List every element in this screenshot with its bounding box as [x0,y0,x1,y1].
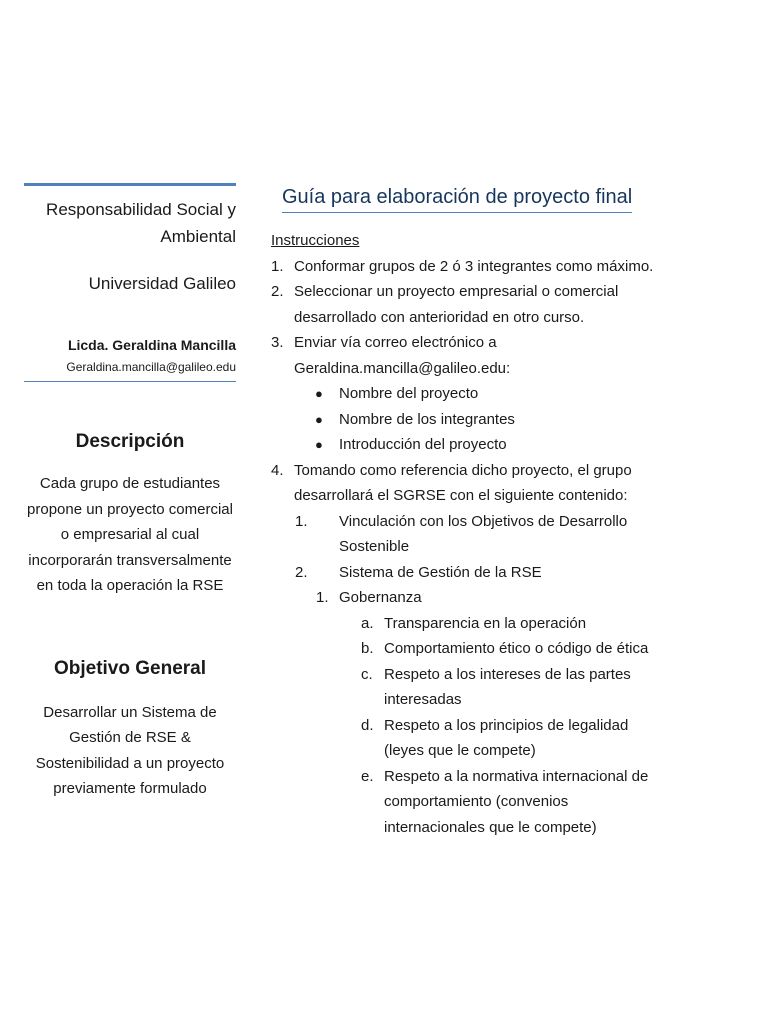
description-heading: Descripción [75,431,185,452]
list-number: 2. [295,563,308,581]
sidebar-top-rule [24,183,236,186]
lettered-item [271,662,661,713]
list-item-text: Enviar vía correo electrónico a Geraldina.mancilla@galileo.edu: [294,334,511,377]
guide-title: Guía para elaboración de proyecto final [282,183,632,213]
list-item-text: Gobernanza [339,589,422,606]
list-number: 4. [271,461,284,479]
list-item-text: Comportamiento ético o código de ética [384,640,649,657]
sub-list-item [271,560,661,586]
bullet-item [271,432,661,458]
instructions-label: Instrucciones [271,232,360,249]
list-item [271,330,661,381]
bullet-item [271,407,661,433]
list-letter: a. [361,614,374,632]
list-item [271,458,661,509]
list-letter: c. [361,665,373,683]
list-number: 1. [271,257,284,275]
list-letter: d. [361,716,374,734]
list-letter: e. [361,767,374,785]
list-item-text: Seleccionar un proyecto empresarial o comercial desarrollado con anterioridad en otro curso. [294,283,619,326]
bullet-item-text: Nombre de los integrantes [339,410,515,428]
sub-list-item [271,509,661,560]
lettered-item [271,611,661,637]
main-content [271,183,661,840]
author-name: Licda. Geraldina Mancilla [67,337,236,353]
objective-text: Desarrollar un Sistema de Gestión de RSE & Sostenibilidad a un proyecto previamente formulado [35,703,225,797]
list-item-text: Respeto a los principios de legalidad (leyes que le compete) [384,716,629,759]
list-item-text: Sistema de Gestión de la RSE [339,563,542,581]
sidebar [24,183,236,802]
bullet-item-text: Nombre del proyecto [339,385,479,402]
list-item [271,279,661,330]
bullet-icon: ● [315,411,323,427]
objective-heading: Objetivo General [53,657,207,679]
description-text: Cada grupo de estudiantes propone un proyecto comercial o empresarial al cual incorporarán transversalmente en toda la operación la RSE [27,475,233,594]
bullet-icon: ● [315,386,323,401]
lettered-item [271,713,661,764]
bullet-item-text: Introducción del proyecto [339,436,507,453]
list-letter: b. [361,640,374,657]
lettered-item [271,636,661,662]
list-item-text: Conformar grupos de 2 ó 3 integrantes como máximo. [294,257,654,275]
list-item-text: Tomando como referencia dicho proyecto, el grupo desarrollará el SGRSE con el siguiente contenido: [294,461,632,504]
list-item [271,254,661,280]
lettered-item [271,764,661,841]
bullet-item [271,381,661,407]
list-item-text: Vinculación con los Objetivos de Desarrollo Sostenible [339,512,628,555]
sidebar-bottom-rule [24,381,236,382]
list-item-text: Transparencia en la operación [384,614,587,632]
author-email: Geraldina.mancilla@galileo.edu [66,360,236,374]
course-name: Responsabilidad Social y Ambiental [46,200,236,246]
list-number: 1. [295,512,308,530]
list-number: 2. [271,283,284,300]
bullet-icon: ● [315,437,323,452]
list-item-text: Respeto a la normativa internacional de comportamiento (convenios internacionales que le compete) [384,767,649,836]
list-number: 3. [271,334,284,351]
university-name: Universidad Galileo [88,274,236,293]
list-item-text: Respeto a los intereses de las partes interesadas [384,665,631,708]
sub-sub-list-item [271,585,661,611]
list-number: 1. [316,589,329,606]
